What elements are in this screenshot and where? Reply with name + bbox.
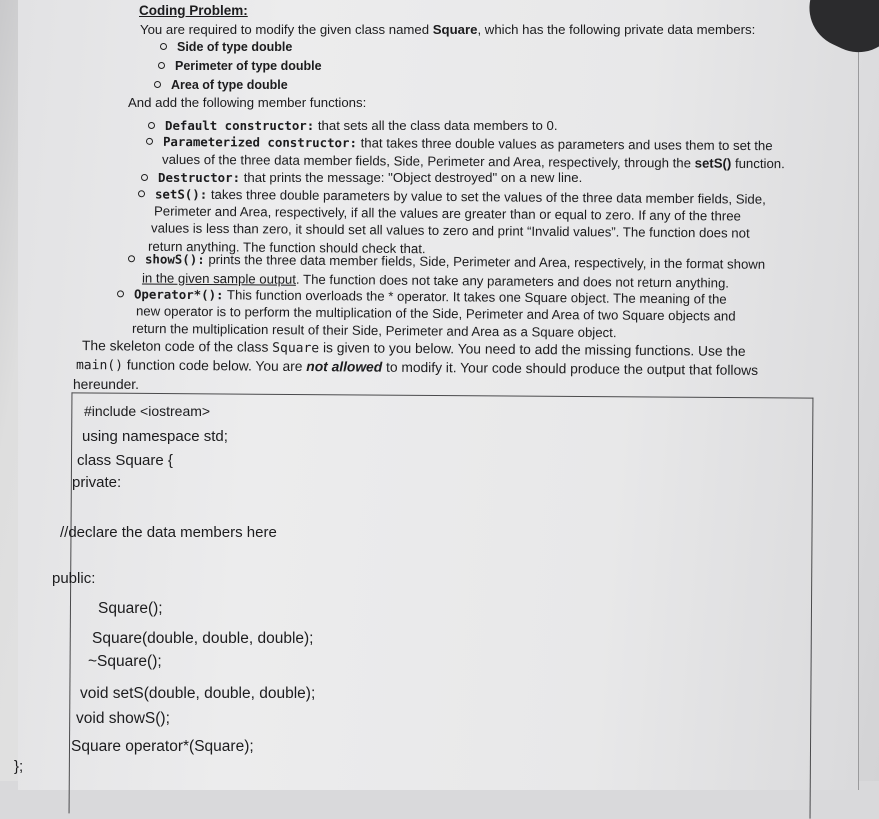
skeleton-line1: The skeleton code of the class Square is given to you below. You need to add the missing functions. Use the	[81, 338, 746, 359]
member-perimeter: Perimeter of type double	[158, 59, 322, 73]
fn-sets-line2: Perimeter and Area, respectively, if all the values are greater than or equal to zero. If any of the three	[153, 203, 741, 224]
fn-destructor: Destructor: that prints the message: "Object destroyed" on a new line.	[141, 170, 582, 185]
code-line-private: private:	[72, 474, 122, 491]
fn-param-ctor: Parameterized constructor: that takes three double values as parameters and uses them to set the	[146, 134, 773, 153]
functions-intro: And add the following member functions:	[128, 95, 367, 110]
skeleton-line3: hereunder.	[73, 377, 139, 392]
code-line-include: #include <iostream>	[84, 403, 211, 419]
code-line-operator: Square operator*(Square);	[71, 738, 254, 755]
bullet-icon	[128, 255, 135, 262]
code-line-close: };	[14, 758, 24, 775]
fn-shows-line2: in the given sample output. The function does not take any parameters and does not return anything.	[141, 270, 730, 291]
code-line-comment: //declare the data members here	[60, 524, 277, 541]
code-line-class: class Square {	[77, 452, 173, 469]
fn-operator-line2: new operator is to perform the multiplication of the Side, Perimeter and Area of two Square objects and	[135, 303, 736, 324]
intro-text: You are required to modify the given class named Square, which has the following private data members:	[140, 22, 756, 37]
code-line-ctor: Square();	[98, 600, 163, 617]
member-side: Side of type double	[160, 40, 292, 54]
member-area: Area of type double	[154, 78, 288, 92]
code-line-sets: void setS(double, double, double);	[80, 685, 316, 702]
fn-sets-line4: return anything. The function should check that.	[147, 238, 426, 257]
bullet-icon	[117, 290, 124, 297]
fn-default-ctor: Default constructor: that sets all the class data members to 0.	[148, 118, 558, 133]
fn-shows: showS(): prints the three data member fields, Side, Perimeter and Area, respectively, in the format shown	[128, 251, 765, 272]
skeleton-line2: main() function code below. You are not allowed to modify it. Your code should produce the output that follows	[75, 357, 759, 378]
code-line-dtor: ~Square();	[88, 653, 162, 670]
heading: Coding Problem:	[139, 3, 248, 18]
bullet-icon	[160, 43, 167, 50]
bullet-icon	[158, 62, 165, 69]
code-line-shows: void showS();	[76, 710, 170, 727]
bullet-icon	[141, 174, 148, 181]
fn-sets-line3: values is less than zero, it should set all values to zero and print “Invalid values”. The function does not	[150, 220, 750, 241]
code-line-param-ctor: Square(double, double, double);	[92, 630, 314, 647]
fn-sets: setS(): takes three double parameters by value to set the values of the three data member fields, Side,	[138, 186, 766, 206]
code-line-public: public:	[52, 570, 96, 587]
bullet-icon	[138, 190, 145, 197]
fn-operator: Operator*(): This function overloads the * operator. It takes one Square object. The meaning of the	[117, 286, 727, 306]
code-line-namespace: using namespace std;	[82, 428, 228, 445]
bullet-icon	[154, 81, 161, 88]
fn-param-ctor-line2: values of the three data member fields, Side, Perimeter and Area, respectively, through the setS() function.	[161, 151, 785, 172]
fn-operator-line3: return the multiplication result of their Side, Perimeter and Area as a Square object.	[131, 320, 617, 341]
bullet-icon	[146, 138, 153, 145]
bullet-icon	[148, 122, 155, 129]
